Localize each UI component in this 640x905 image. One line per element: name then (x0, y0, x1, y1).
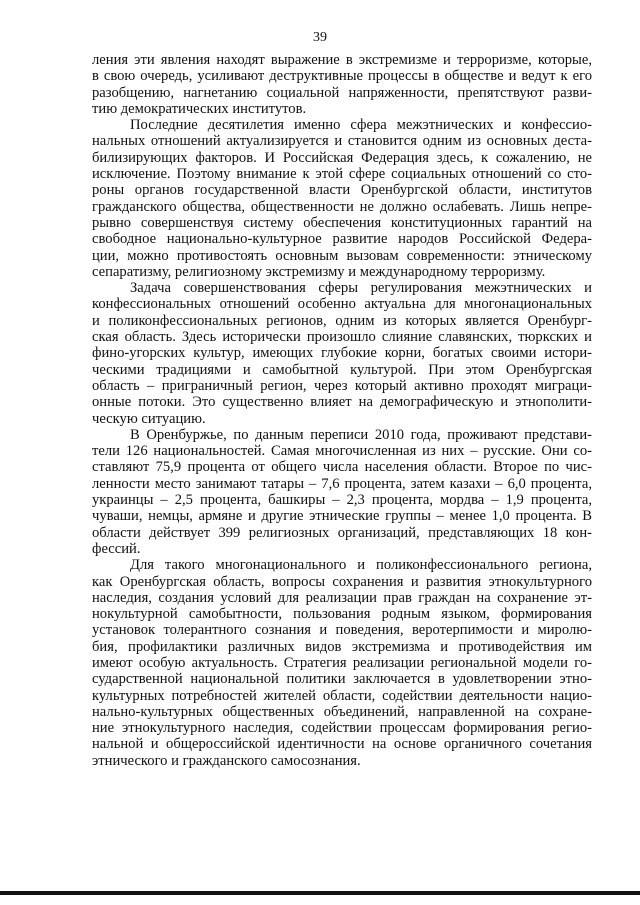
text-line: установок толерантного сознания и поведения, веротерпимости и миролю- (92, 622, 592, 639)
text-line: этнического и гражданского самосознания. (92, 752, 361, 769)
paragraph (92, 117, 592, 280)
text-line: ции, можно противостоять основным вызовам современности: этническому (92, 247, 592, 264)
text-line: наследия, создания условий для реализации прав граждан на сохранение эт- (92, 589, 592, 606)
paragraph (92, 52, 592, 117)
text-line: нальных отношений актуализируется и становится одним из основных деста- (92, 133, 592, 150)
text-line: роны органов государственной власти Оренбургской области, институтов (92, 182, 592, 199)
text-line: ставляют 75,9 процента от общего числа населения области. Второе по чис- (92, 459, 592, 476)
text-line: ская область. Здесь исторически произошло слияние славянских, тюркских и (92, 329, 592, 346)
text-line: ления эти явления находят выражение в экстремизме и терроризме, которые, (92, 52, 592, 68)
text-line: конфессиональных отношений особенно актуальна для многонациональных (92, 296, 592, 313)
body-text (92, 52, 592, 769)
text-line: фессий. (92, 540, 141, 557)
paragraph (92, 280, 592, 427)
text-line: исключение. Поэтому внимание к этой сфере социальных отношений со сто- (92, 166, 592, 183)
text-line: ческими традициями и самобытной культурой. При этом Оренбургская (92, 361, 592, 378)
bottom-rule (0, 891, 640, 895)
paragraph (92, 427, 592, 557)
text-line: бия, профилактики различных видов экстремизма и противодействия им (92, 638, 592, 655)
text-line: Задача совершенствования сферы регулирования межэтнических и (130, 280, 592, 297)
text-line: сепаратизму, религиозному экстремизму и международному терроризму. (92, 263, 546, 280)
page-number: 39 (313, 30, 327, 45)
text-line: тию демократических институтов. (92, 100, 307, 117)
text-line: рывно совершенствуя систему обеспечения конституционных гарантий на (92, 214, 592, 231)
text-line: область – приграничный регион, через который активно проходят миграци- (92, 377, 592, 394)
text-line: нально-культурных общественных объединений, направленной на сохране- (92, 703, 592, 720)
text-line: свободное национально-культурное развитие народов Российской Федера- (92, 231, 592, 248)
text-line: В Оренбуржье, по данным переписи 2010 года, проживают представи- (130, 426, 592, 443)
paragraph (92, 557, 592, 769)
text-line: гражданского общества, общественности не должно ослабевать. Лишь непре- (92, 198, 592, 215)
text-line: как Оренбургская область, вопросы сохранения и развития этнокультурного (92, 573, 592, 590)
text-line: фино-угорских культур, имеющих глубокие корни, богатых своими истори- (92, 345, 592, 362)
text-line: нальной и общероссийской идентичности на основе органичного сочетания (92, 736, 592, 753)
text-line: Для такого многонационального и поликонфессионального региона, (130, 557, 592, 574)
text-line: чуваши, немцы, армяне и другие этнические группы – менее 1,0 процента. В (92, 508, 592, 525)
text-line: в свою очередь, усиливают деструктивные процессы в обществе и ведут к его (92, 68, 592, 85)
text-line: Последние десятилетия именно сфера межэтнических и конфессио- (130, 117, 592, 134)
text-line: ние этнокультурного наследия, содействии процессам формирования регио- (92, 720, 592, 737)
text-line: ческую ситуацию. (92, 410, 206, 427)
text-line: украинцы – 2,5 процента, башкиры – 2,3 процента, мордва – 1,9 процента, (92, 492, 592, 509)
text-line: ленности место занимают татары – 7,6 процента, затем казахи – 6,0 процента, (92, 475, 592, 492)
text-line: имеют особую актуальность. Стратегия реализации региональной модели го- (92, 654, 592, 671)
text-line: сударственной национальной политики заключается в удовлетворении этно- (92, 671, 592, 688)
text-line: тели 126 национальностей. Самая многочисленная из них – русские. Они со- (92, 443, 592, 460)
text-line: и поликонфессиональных регионов, одним из которых является Оренбург- (92, 312, 592, 329)
text-line: билизирующих факторов. И Российская Федерация здесь, к сожалению, не (92, 149, 592, 166)
text-line: культурных потребностей жителей области, содействии деятельности нацио- (92, 687, 592, 704)
text-line: области действует 399 религиозных организаций, представляющих 18 кон- (92, 524, 592, 541)
text-line: нокультурной самобытности, пользования родным языком, формирования (92, 606, 592, 623)
text-line: разобщению, нагнетанию социальной напряженности, препятствуют разви- (92, 84, 592, 101)
text-line: онные потоки. Это существенно влияет на демографическую и этнополити- (92, 394, 592, 411)
